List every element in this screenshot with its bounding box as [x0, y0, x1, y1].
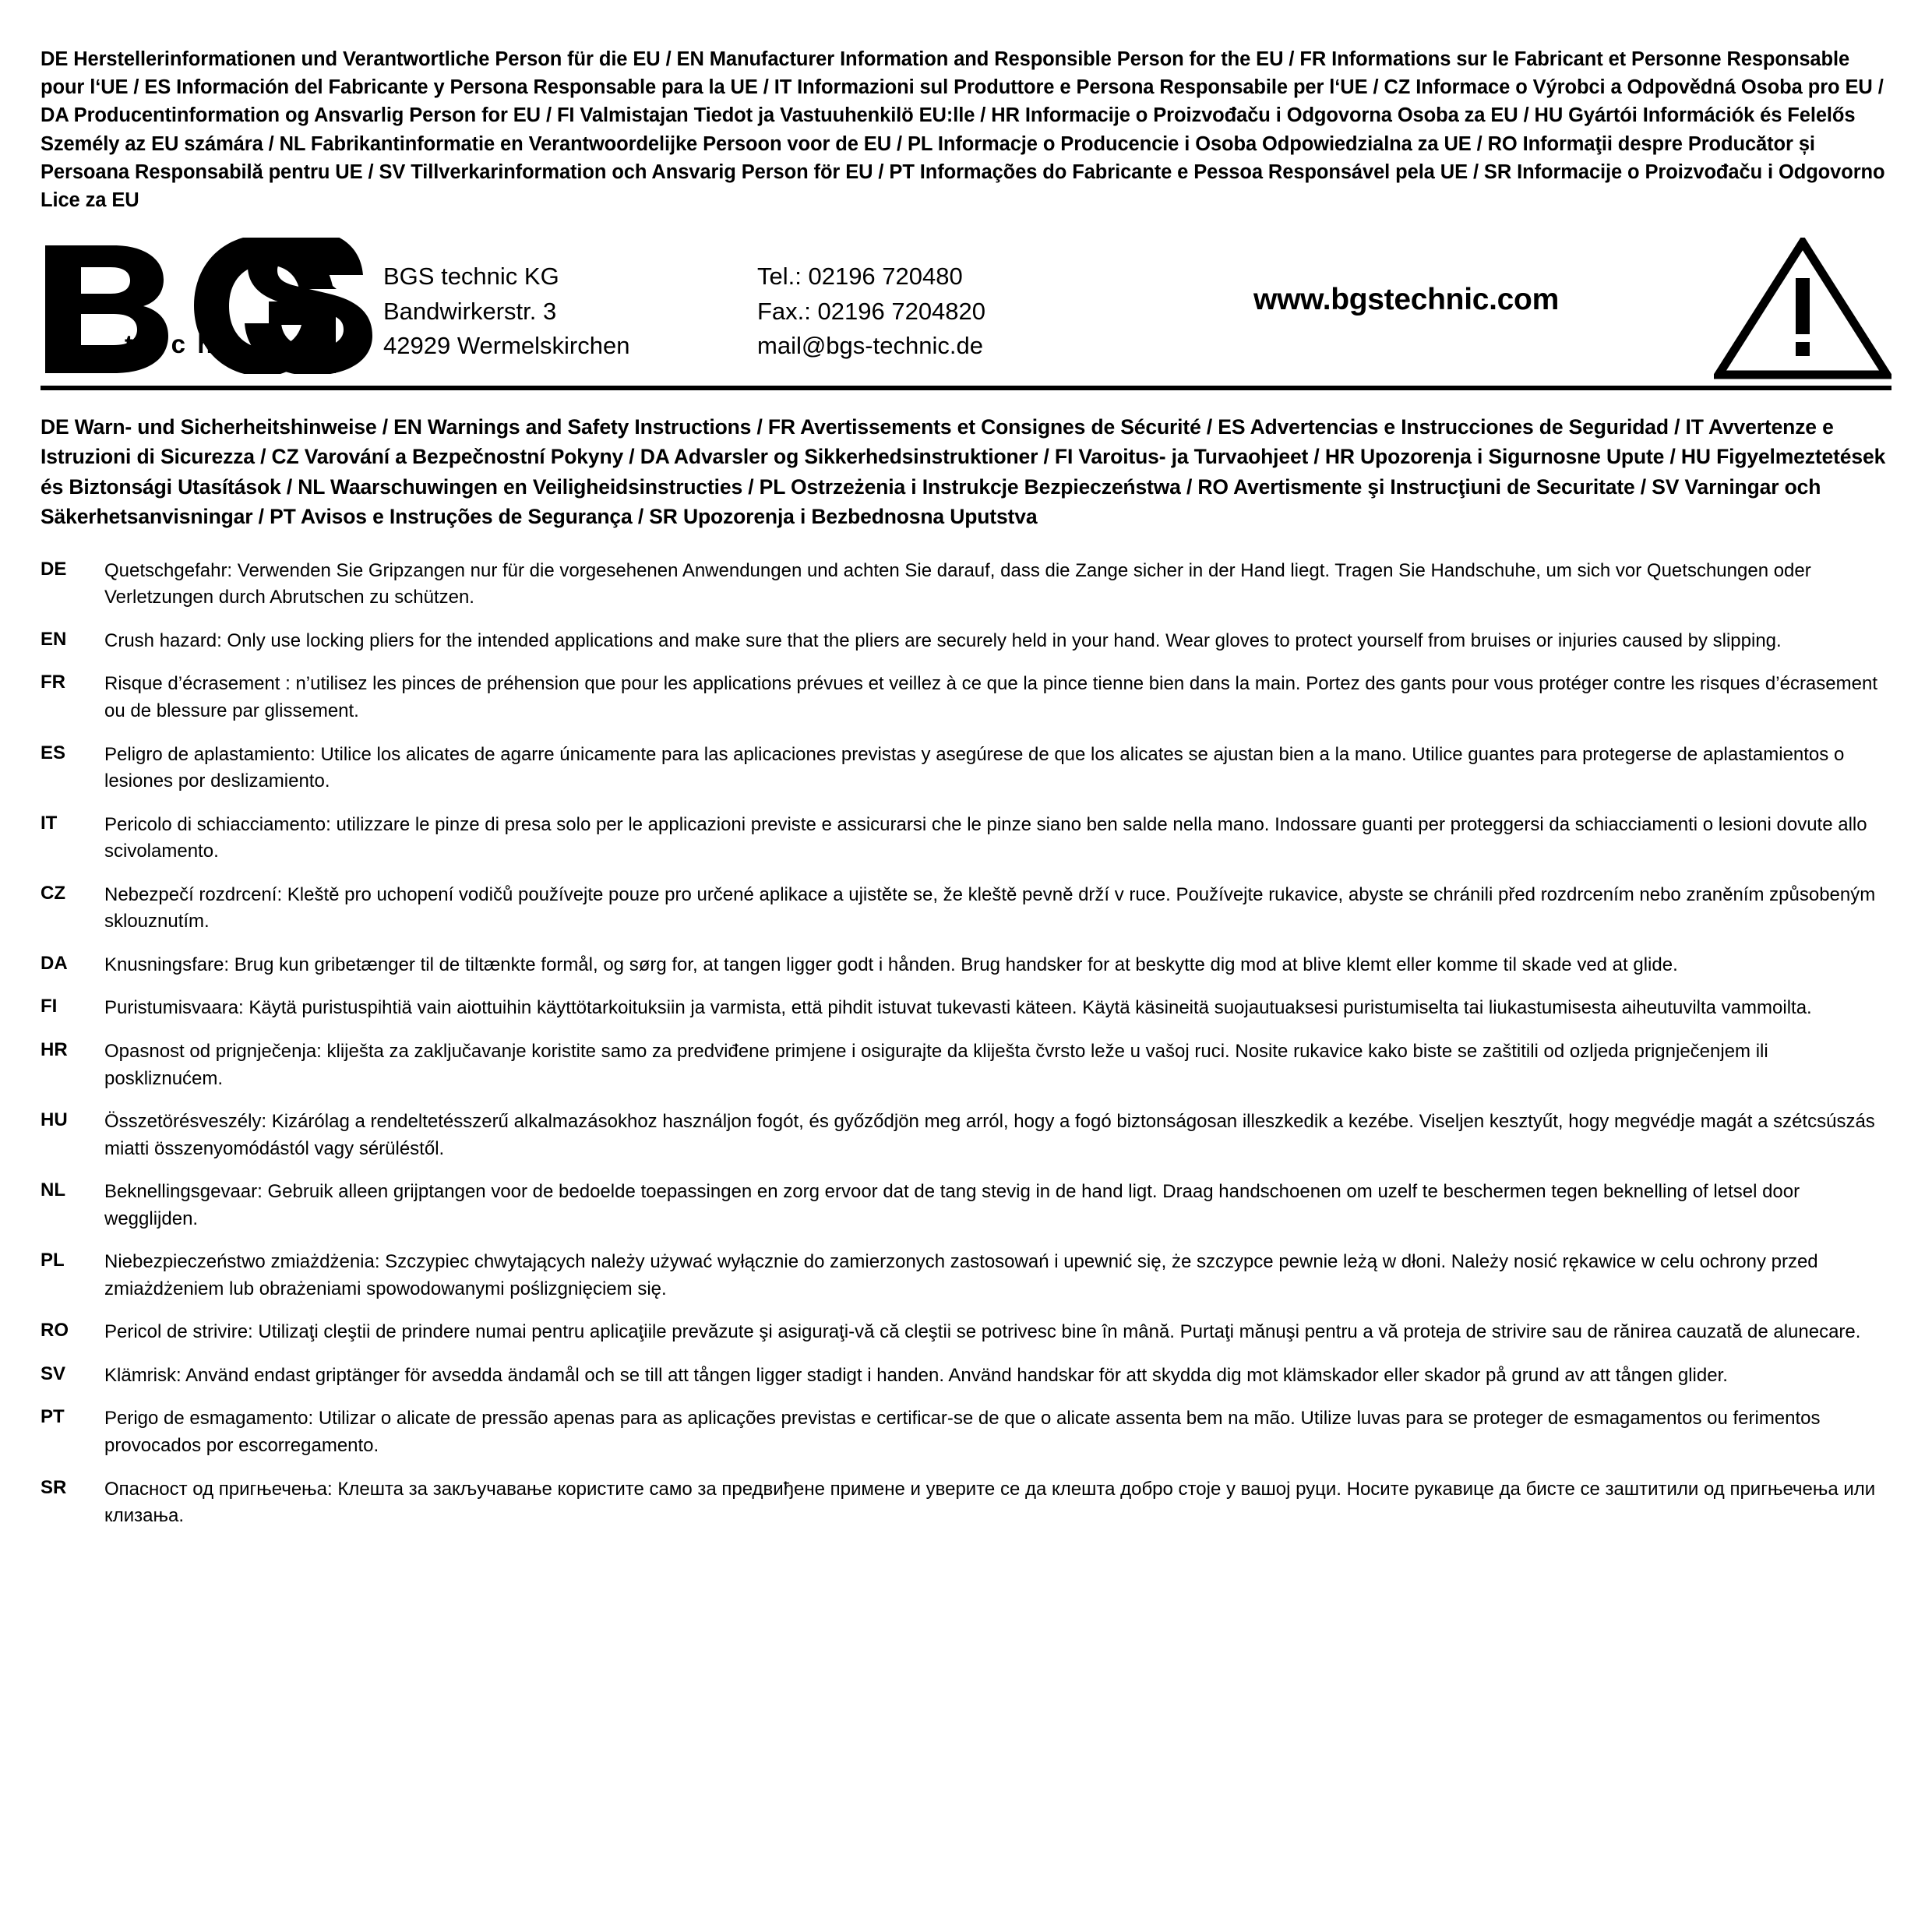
warning-text: Knusningsfare: Brug kun gribetænger til de tiltænkte formål, og sørg for, at tangen ligger godt i hånden. Brug handsker for at beskytte dig mod at blive klemt eller komme til skade ved at glide. — [104, 954, 1678, 975]
language-code: FI — [41, 996, 58, 1017]
language-code: NL — [41, 1179, 65, 1201]
list-item — [41, 1249, 1891, 1303]
list-item — [41, 952, 1891, 979]
manufacturer-info-heading: DE Herstellerinformationen und Verantwortliche Person für die EU / EN Manufacturer Information and Responsible Person for the EU / FR Informations sur le Fabricant et Personne Responsable pour l‘UE / ES Información del Fabricante y Persona Responsable para la UE / IT Informazioni sul Produttore e Persona Responsabile per l‘UE / CZ Informace o Výrobci a Odpovědná Osoba pro EU / DA Producentinformation og Ansvarlig Person for EU / FI Valmistajan Tiedot ja Vastuuhenkilö EU:lle / HR Informacije o Proizvođaču i Odgovorna Osoba za EU / HU Gyártói Információk és Felelős Személy az EU számára / NL Fabrikantinformatie en Verantwoordelijke Persoon voor de EU / PL Informacje o Producencie i Osoba Odpowiedzialna za UE / RO Informaţii despre Producător și Persoana Responsabilă pentru UE / SV Tillverkarinformation och Ansvarig Person för EU / PT Informações do Fabricante e Pessoa Responsável pela UE / SR Informacije o Proizvođaču i Odgovorno Lice za EU — [41, 48, 1885, 212]
warning-text: Niebezpieczeństwo zmiażdżenia: Szczypiec chwytających należy używać wyłącznie do zamierzonych zastosowań i upewnić się, że szczypce pewnie leżą w dłoni. Należy nosić rękawice w celu ochrony przed zmiażdżeniem lub obrażeniami spowodowanymi poślizgnięciem się. — [104, 1251, 1818, 1299]
language-code: DE — [41, 558, 67, 580]
language-code: SV — [41, 1363, 66, 1384]
company-street: Bandwirkerstr. 3 — [383, 297, 557, 325]
company-fax: Fax.: 02196 7204820 — [757, 297, 986, 325]
list-item — [41, 812, 1891, 866]
language-code: HR — [41, 1038, 68, 1060]
company-website: www.bgstechnic.com — [1253, 283, 1559, 317]
list-item — [41, 1476, 1891, 1530]
warning-text: Puristumisvaara: Käytä puristuspihtiä vain aiottuihin käyttötarkoituksiin ja varmista, että pihdit istuvat tukevasti käteen. Käytä käsineitä suojautuaksesi puristumiselta tai liukastumisesta aiheutuvilta vammoilta. — [104, 997, 1812, 1019]
warning-text: Опасност од пригњечења: Клешта за закључавање користите само за предвиђене примене и уверите се да клешта добро стоје у вашој руци. Носите рукавице да бисте се заштитили од пригњечења или клизања. — [104, 1478, 1876, 1527]
logo-subtitle: t e c h n i c — [125, 330, 288, 359]
warning-text: Quetschgefahr: Verwenden Sie Gripzangen nur für die vorgesehenen Anwendungen und achten Sie darauf, dass die Zange sicher in der Hand liegt. Tragen Sie Handschuhe, um sich vor Quetschungen oder Verletzungen durch Abrutschen zu schützen. — [104, 559, 1811, 608]
header-divider — [41, 386, 1891, 390]
language-code: HU — [41, 1109, 68, 1131]
language-code: RO — [41, 1320, 69, 1341]
warning-text: Beknellingsgevaar: Gebruik alleen grijptangen voor de bedoelde toepassingen en zorg ervoor dat de tang stevig in de hand ligt. Draag handschoenen om uzelf te beschermen tegen beknelling of letsel door wegglijden. — [104, 1181, 1800, 1229]
list-item — [41, 1319, 1891, 1346]
list-item — [41, 1109, 1891, 1162]
company-header — [41, 231, 1891, 379]
company-telephone: Tel.: 02196 720480 — [757, 263, 963, 291]
language-code: DA — [41, 952, 68, 974]
warning-text: Opasnost od prignječenja: kliješta za zaključavanje koristite samo za predviđene primjene i osigurajte da kliješta čvrsto leže u vašoj ruci. Nosite rukavice kako biste se zaštitili od ozljeda prignječenjem ili poskliznućem. — [104, 1040, 1768, 1089]
language-code: EN — [41, 628, 67, 650]
warning-text: Nebezpečí rozdrcení: Kleště pro uchopení vodičů používejte pouze pro určené aplikace a ujistěte se, že kleště pevně drží v ruce. Používejte rukavice, abyste se chránili před rozdrcením nebo zraněním způsobeným sklouznutím. — [104, 883, 1876, 933]
list-item — [41, 882, 1891, 936]
warning-triangle-icon-wrap — [1697, 231, 1891, 379]
company-city: 42929 Wermelskirchen — [383, 332, 630, 360]
language-code: ES — [41, 742, 66, 763]
safety-instructions-heading: DE Warn- und Sicherheitshinweise / EN Warnings and Safety Instructions / FR Avertissements et Consignes de Sécurité / ES Advertencias e Instrucciones de Seguridad / IT Avvertenze e Istruzioni di Sicurezza / CZ Varování a Bezpečnostní Pokyny / DA Advarsler og Sikkerhedsinstruktioner / FI Varoitus- ja Turvaohjeet / HR Upozorenja i Sigurnosne Upute / HU Figyelmeztetések és Biztonsági Utasítások / NL Waarschuwingen en Veiligheidsinstructies / PL Ostrzeżenia i Instrukcje Bezpieczeństwa / RO Avertismente şi Instrucţiuni de Securitate / SV Varningar och Säkerhetsanvisningar / PT Avisos e Instruções de Segurança / SR Upozorenja i Bezbednosna Uputstva — [41, 415, 1886, 528]
company-name: BGS technic KG — [383, 263, 559, 291]
language-code: FR — [41, 672, 65, 693]
list-item — [41, 742, 1891, 795]
language-code: PL — [41, 1250, 65, 1271]
list-item — [41, 671, 1891, 724]
language-code: SR — [41, 1476, 67, 1498]
warning-text: Pericol de strivire: Utilizaţi cleştii de prindere numai pentru aplicaţiile prevăzute şi asiguraţi-vă că cleştii se potrivesc bine în mână. Purtaţi mănuşi pentru a vă proteja de strivire sau de rănirea cauzată de alunecare. — [104, 1321, 1861, 1343]
language-code: PT — [41, 1406, 65, 1428]
list-item — [41, 1038, 1891, 1092]
list-item — [41, 1179, 1891, 1232]
warning-text: Peligro de aplastamiento: Utilice los alicates de agarre únicamente para las aplicaciones previstas y asegúrese de que los alicates se ajustan bien a la mano. Utilice guantes para protegerse de aplastamientos o lesiones por deslizamiento. — [104, 743, 1845, 792]
warning-text: Perigo de esmagamento: Utilizar o alicate de pressão apenas para as aplicações previstas e certificar-se de que o alicate assenta bem na mão. Utilize luvas para se proteger de esmagamentos ou ferimentos provocados por escorregamento. — [104, 1408, 1821, 1456]
warning-text: Pericolo di schiacciamento: utilizzare le pinze di presa solo per le applicazioni previste e assicurarsi che le pinze siano ben salde nella mano. Indossare guanti per proteggersi da schiacciamenti o lesioni dovute allo scivolamento. — [104, 813, 1867, 862]
warning-triangle-icon — [1714, 238, 1891, 379]
company-email: mail@bgs-technic.de — [757, 332, 983, 360]
list-item — [41, 1405, 1891, 1459]
warning-text: Klämrisk: Använd endast griptänger för avsedda ändamål och se till att tången ligger stadigt i handen. Använd handskar för att skydda dig mot klämskador eller skador på grund av att tången glider. — [104, 1364, 1728, 1386]
company-address — [383, 231, 757, 364]
warnings-list — [41, 558, 1891, 1530]
list-item — [41, 995, 1891, 1022]
bgs-logo — [41, 231, 383, 374]
language-code: CZ — [41, 882, 65, 904]
list-item — [41, 628, 1891, 655]
language-code: IT — [41, 812, 58, 834]
warning-text: Risque d’écrasement : n’utilisez les pinces de préhension que pour les applications prévues et veillez à ce que la pince tienne bien dans la main. Portez des gants pour vous protéger contre les risques d’écrasement ou de blessure par glissement. — [104, 673, 1877, 722]
company-contact — [757, 231, 1116, 364]
list-item — [41, 1363, 1891, 1390]
warning-text: Összetörésveszély: Kizárólag a rendeltetésszerű alkalmazásokhoz használjon fogót, és győződjön meg arról, hogy a fogó biztonságosan illeszkedik a kezébe. Viseljen kesztyűt, hogy megvédje magát a szétcsúszás miatti összenyomódástól vagy sérüléstől. — [104, 1111, 1875, 1159]
warning-text: Crush hazard: Only use locking pliers for the intended applications and make sure that the pliers are securely held in your hand. Wear gloves to protect yourself from bruises or injuries caused by slipping. — [104, 629, 1782, 651]
registered-trademark-symbol: ® — [278, 236, 296, 263]
list-item — [41, 558, 1891, 612]
